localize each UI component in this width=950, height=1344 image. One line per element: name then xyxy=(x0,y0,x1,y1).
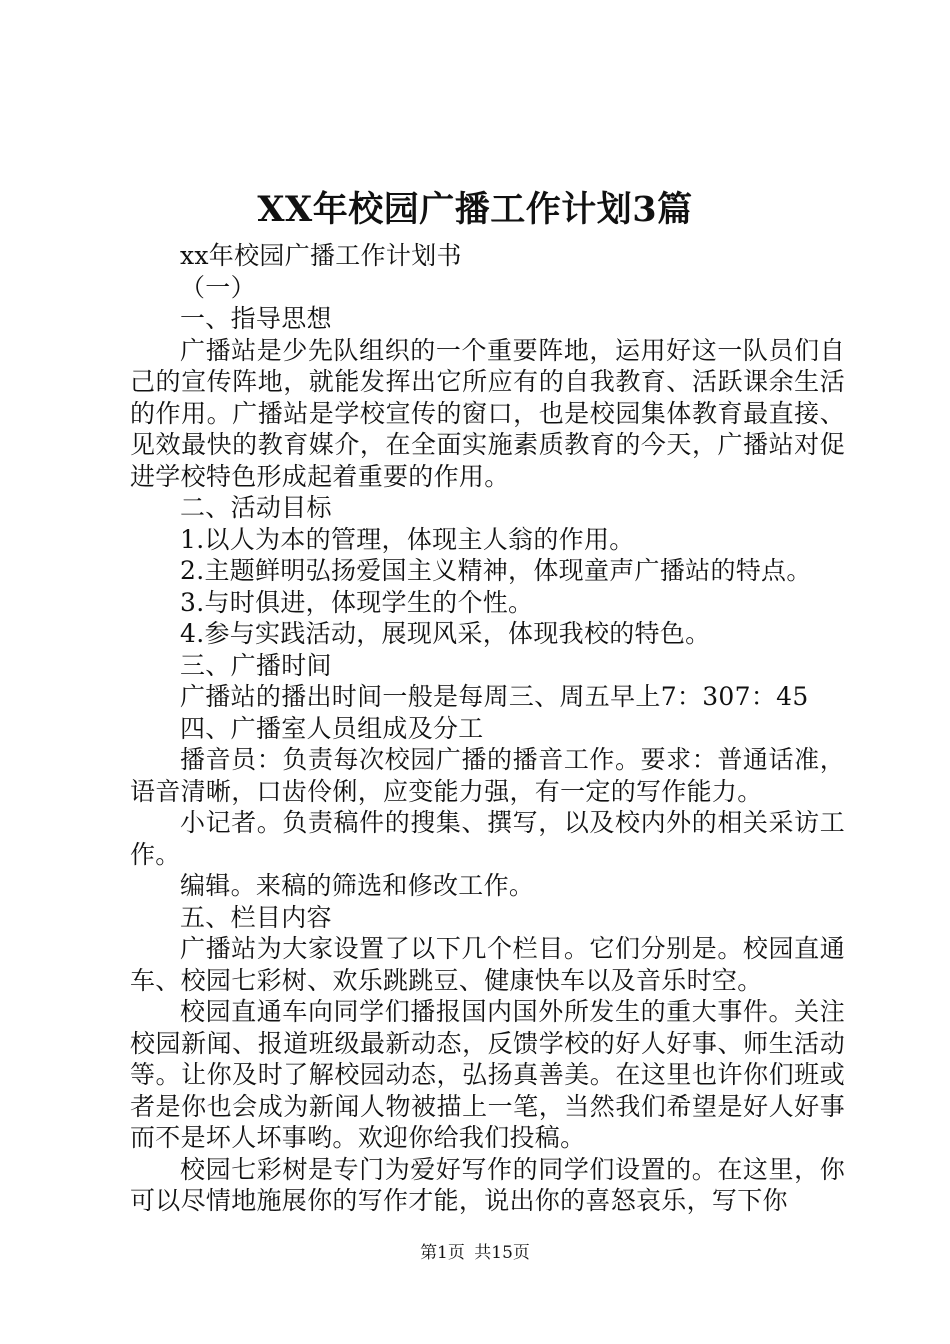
goal-item-2: 2.主题鲜明弘扬爱国主义精神，体现童声广播站的特点。 xyxy=(180,556,812,585)
heading-guiding-ideology: 一、指导思想 xyxy=(180,304,332,333)
paragraph-colorful-tree: 校园七彩树是专门为爱好写作的同学们设置的。在这里，你可以尽情地施展你的写作才能，说出你的喜怒哀乐，写下你 xyxy=(130,1154,845,1215)
heading-staff: 四、广播室人员组成及分工 xyxy=(180,713,484,743)
paragraph-editor: 编辑。来稿的筛选和修改工作。 xyxy=(180,871,535,900)
paragraph-campus-express: 校园直通车向同学们播报国内国外所发生的重大事件。关注校园新闻、报道班级最新动态，反馈学校的好人好事、师生活动等。让你及时了解校园动态，弘扬真善美。在这里也许你们班或者是你也会成为新闻人物被描上一笔，当然我们希望是好人好事而不是坏人坏事哟。欢迎你给我们投稿。 xyxy=(130,997,845,1152)
section-number: （一） xyxy=(180,272,256,302)
page-number: 第1页 xyxy=(420,1243,465,1263)
paragraph-announcer: 播音员：负责每次校园广播的播音工作。要求：普通话准，语音清晰，口齿伶俐，应变能力强，有一定的写作能力。 xyxy=(130,745,845,806)
paragraph-broadcast-time: 广播站的播出时间一般是每周三、周五早上7：307：45 xyxy=(180,682,809,711)
document-body xyxy=(130,240,845,1217)
heading-columns: 五、栏目内容 xyxy=(180,902,332,932)
paragraph-reporter: 小记者。负责稿件的搜集、撰写，以及校内外的相关采访工作。 xyxy=(130,808,845,869)
paragraph-guiding-ideology: 广播站是少先队组织的一个重要阵地，运用好这一队员们自己的宣传阵地，就能发挥出它所应有的自我教育、活跃课余生活的作用。广播站是学校宣传的窗口，也是校园集体教育最直接、见效最快的教育媒介，在全面实施素质教育的今天，广播站对促进学校特色形成起着重要的作用。 xyxy=(130,335,845,491)
document-title: XX年校园广播工作计划3篇 xyxy=(257,189,693,230)
heading-broadcast-time: 三、广播时间 xyxy=(180,650,332,680)
goal-item-3: 3.与时俱进，体现学生的个性。 xyxy=(180,587,534,617)
goal-item-1: 1.以人为本的管理，体现主人翁的作用。 xyxy=(180,524,635,554)
goal-item-4: 4.参与实践活动，展现风采，体现我校的特色。 xyxy=(180,619,711,648)
page-footer xyxy=(0,1241,950,1265)
paragraph-columns-overview: 广播站为大家设置了以下几个栏目。它们分别是。校园直通车、校园七彩树、欢乐跳跳豆、健康快车以及音乐时空。 xyxy=(130,934,845,995)
heading-activity-goals: 二、活动目标 xyxy=(180,493,332,522)
page-total: 共15页 xyxy=(474,1243,530,1263)
subtitle-line: xx年校园广播工作计划书 xyxy=(180,241,462,270)
